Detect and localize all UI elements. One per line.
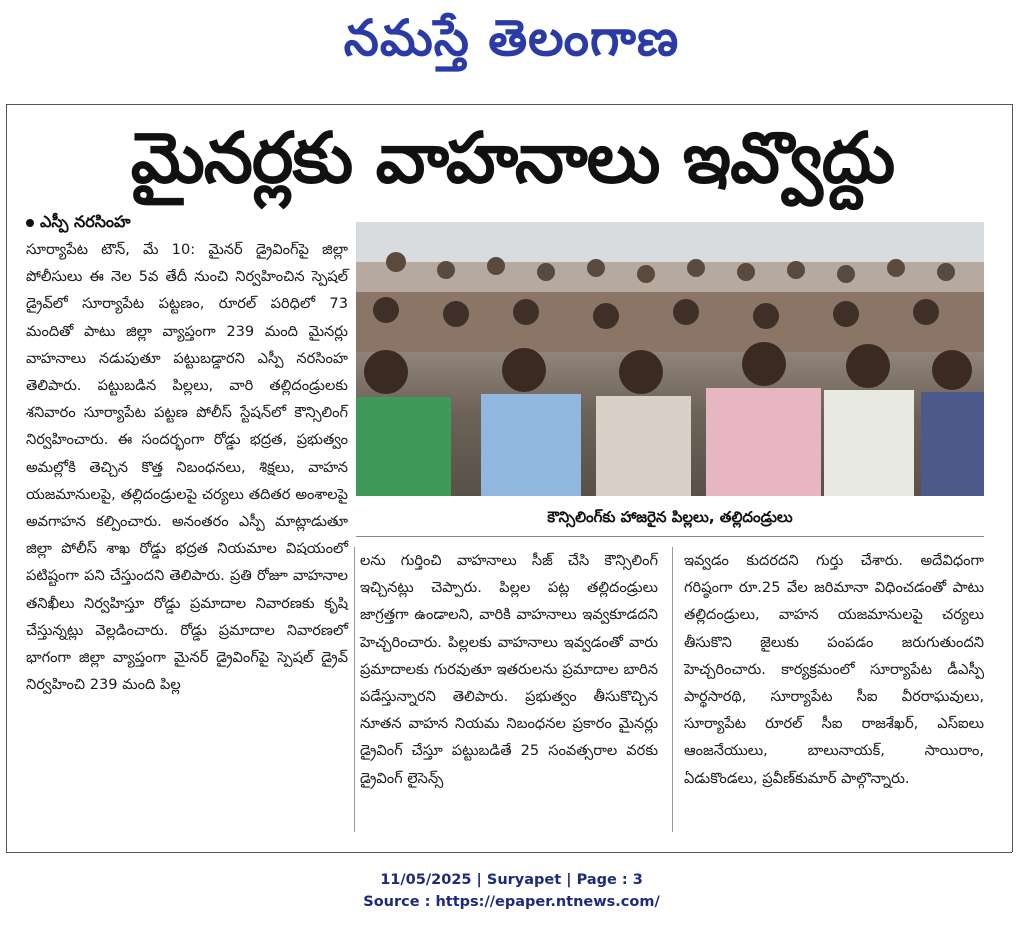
column-divider-1 [354,547,355,832]
frame-border-left [6,104,7,852]
masthead-logo: నమస్తే తెలంగాణ [343,8,680,67]
column-3-text: ఇవ్వడం కుదరదని గుర్తు చేశారు. అదేవిధంగా గరిష్ఠంగా రూ.25 వేల జరిమానా విధించడంతో పాటు తల్లిదండ్రులు, వాహన యజమానులపై చర్యలు తీసుకొని జైలుకు పంపడం జరుగుతుందని హెచ్చరించారు. కార్యక్రమంలో సూర్యాపేట డీఎస్పీ పార్థసారథి, సూర్యాపేట సీఐ వీరరాఘవులు, సూర్యాపేట రూరల్ సీఐ రాజశేఖర్, ఎస్ఐలు ఆంజనేయులు, బాలునాయక్, సాయిరాం, ఏడుకొండలు, ప్రవీణ్‌కుమార్ పాల్గొన్నారు. [684,552,984,787]
column-2-text: లను గుర్తించి వాహనాలు సీజ్ చేసి కౌన్సిలింగ్ ఇచ్చినట్లు చెప్పారు. పిల్లల పట్ల తల్లిదండ్రులు జాగ్రత్తగా ఉండాలని, వారికి వాహనాలు ఇవ్వకూడదని హెచ్చరించారు. పిల్లలకు వాహనాలు ఇవ్వడంతో వారు ప్రమాదాలకు గురవుతూ ఇతరులను ప్రమాదాల బారిన పడేస్తున్నారని తెలిపారు. ప్రభుత్వం తీసుకొచ్చిన నూతన వాహన నియమ నిబంధనల ప్రకారం మైనర్లు డ్రైవింగ్ చేస్తూ పట్టుబడితే 25 సంవత్సరాల వరకు డ్రైవింగ్ లైసెన్స్ [360,552,658,787]
frame-border-right [1012,104,1013,852]
footer-source: Source : https://epaper.ntnews.com/ [363,894,660,910]
article-column-2 [360,547,658,792]
photo-caption: కౌన్సిలింగ్‌కు హాజరైన పిల్లలు, తల్లిదండ్రులు [547,508,793,526]
article-headline: మైనర్లకు వాహనాలు ఇవ్వొద్దు [130,117,895,199]
bullet-icon [26,219,34,227]
frame-border-top [6,104,1012,105]
caption-rule [356,536,984,537]
counselling-photo-illustration [356,222,984,496]
article-column-1 [26,236,348,698]
article-column-3 [684,547,984,792]
column-1-text: సూర్యాపేట టౌన్, మే 10: మైనర్ డ్రైవింగ్‌పై జిల్లా పోలీసులు ఈ నెల 5వ తేదీ నుంచి నిర్వహించిన స్పెషల్ డ్రైవ్‌లో సూర్యాపేట పట్టణం, రూరల్ పరిధిలో 73 మందితో పాటు జిల్లా వ్యాప్తంగా 239 మంది మైనర్లు వాహనాలు నడుపుతూ పట్టుబడ్డారని ఎస్పీ నరసింహ తెలిపారు. పట్టుబడిన పిల్లలు, వారి తల్లిదండ్రులకు శనివారం సూర్యాపేట పట్టణ పోలీస్ స్టేషన్‌లో కౌన్సిలింగ్ నిర్వహించారు. ఈ సందర్భంగా రోడ్డు భద్రత, ప్రభుత్వం అమల్లోకి తెచ్చిన కొత్త నిబంధనలు, శిక్షలు, వాహన యజమానులపై, తల్లిదండ్రులపై చర్యలు తదితర అంశాలపై అవగాహన కల్పించారు. అనంతరం ఎస్పీ మాట్లాడుతూ జిల్లా పోలీస్ శాఖ రోడ్డు భద్రత నియమాల విషయంలో పటిష్టంగా పని చేస్తుందని తెలిపారు. ప్రతి రోజూ వాహనాల తనిఖీలు నిర్వహిస్తూ రోడ్డు ప్రమాదాల నివారణకు కృషి చేస్తున్నట్లు వెల్లడించారు. రోడ్డు ప్రమాదాల నివారణలో భాగంగా జిల్లా వ్యాప్తంగా మైనర్ డ్రైవింగ్‌పై స్పెషల్ డ్రైవ్ నిర్వహించి 239 మంది పిల్ల [26,241,348,694]
article-photo [356,222,984,496]
byline-text: ఎస్పీ నరసింహ [40,212,131,231]
article-byline [26,212,131,235]
frame-border-bottom [6,852,1012,853]
column-divider-2 [672,547,673,832]
footer-date-edition: 11/05/2025 | Suryapet | Page : 3 [380,872,643,888]
